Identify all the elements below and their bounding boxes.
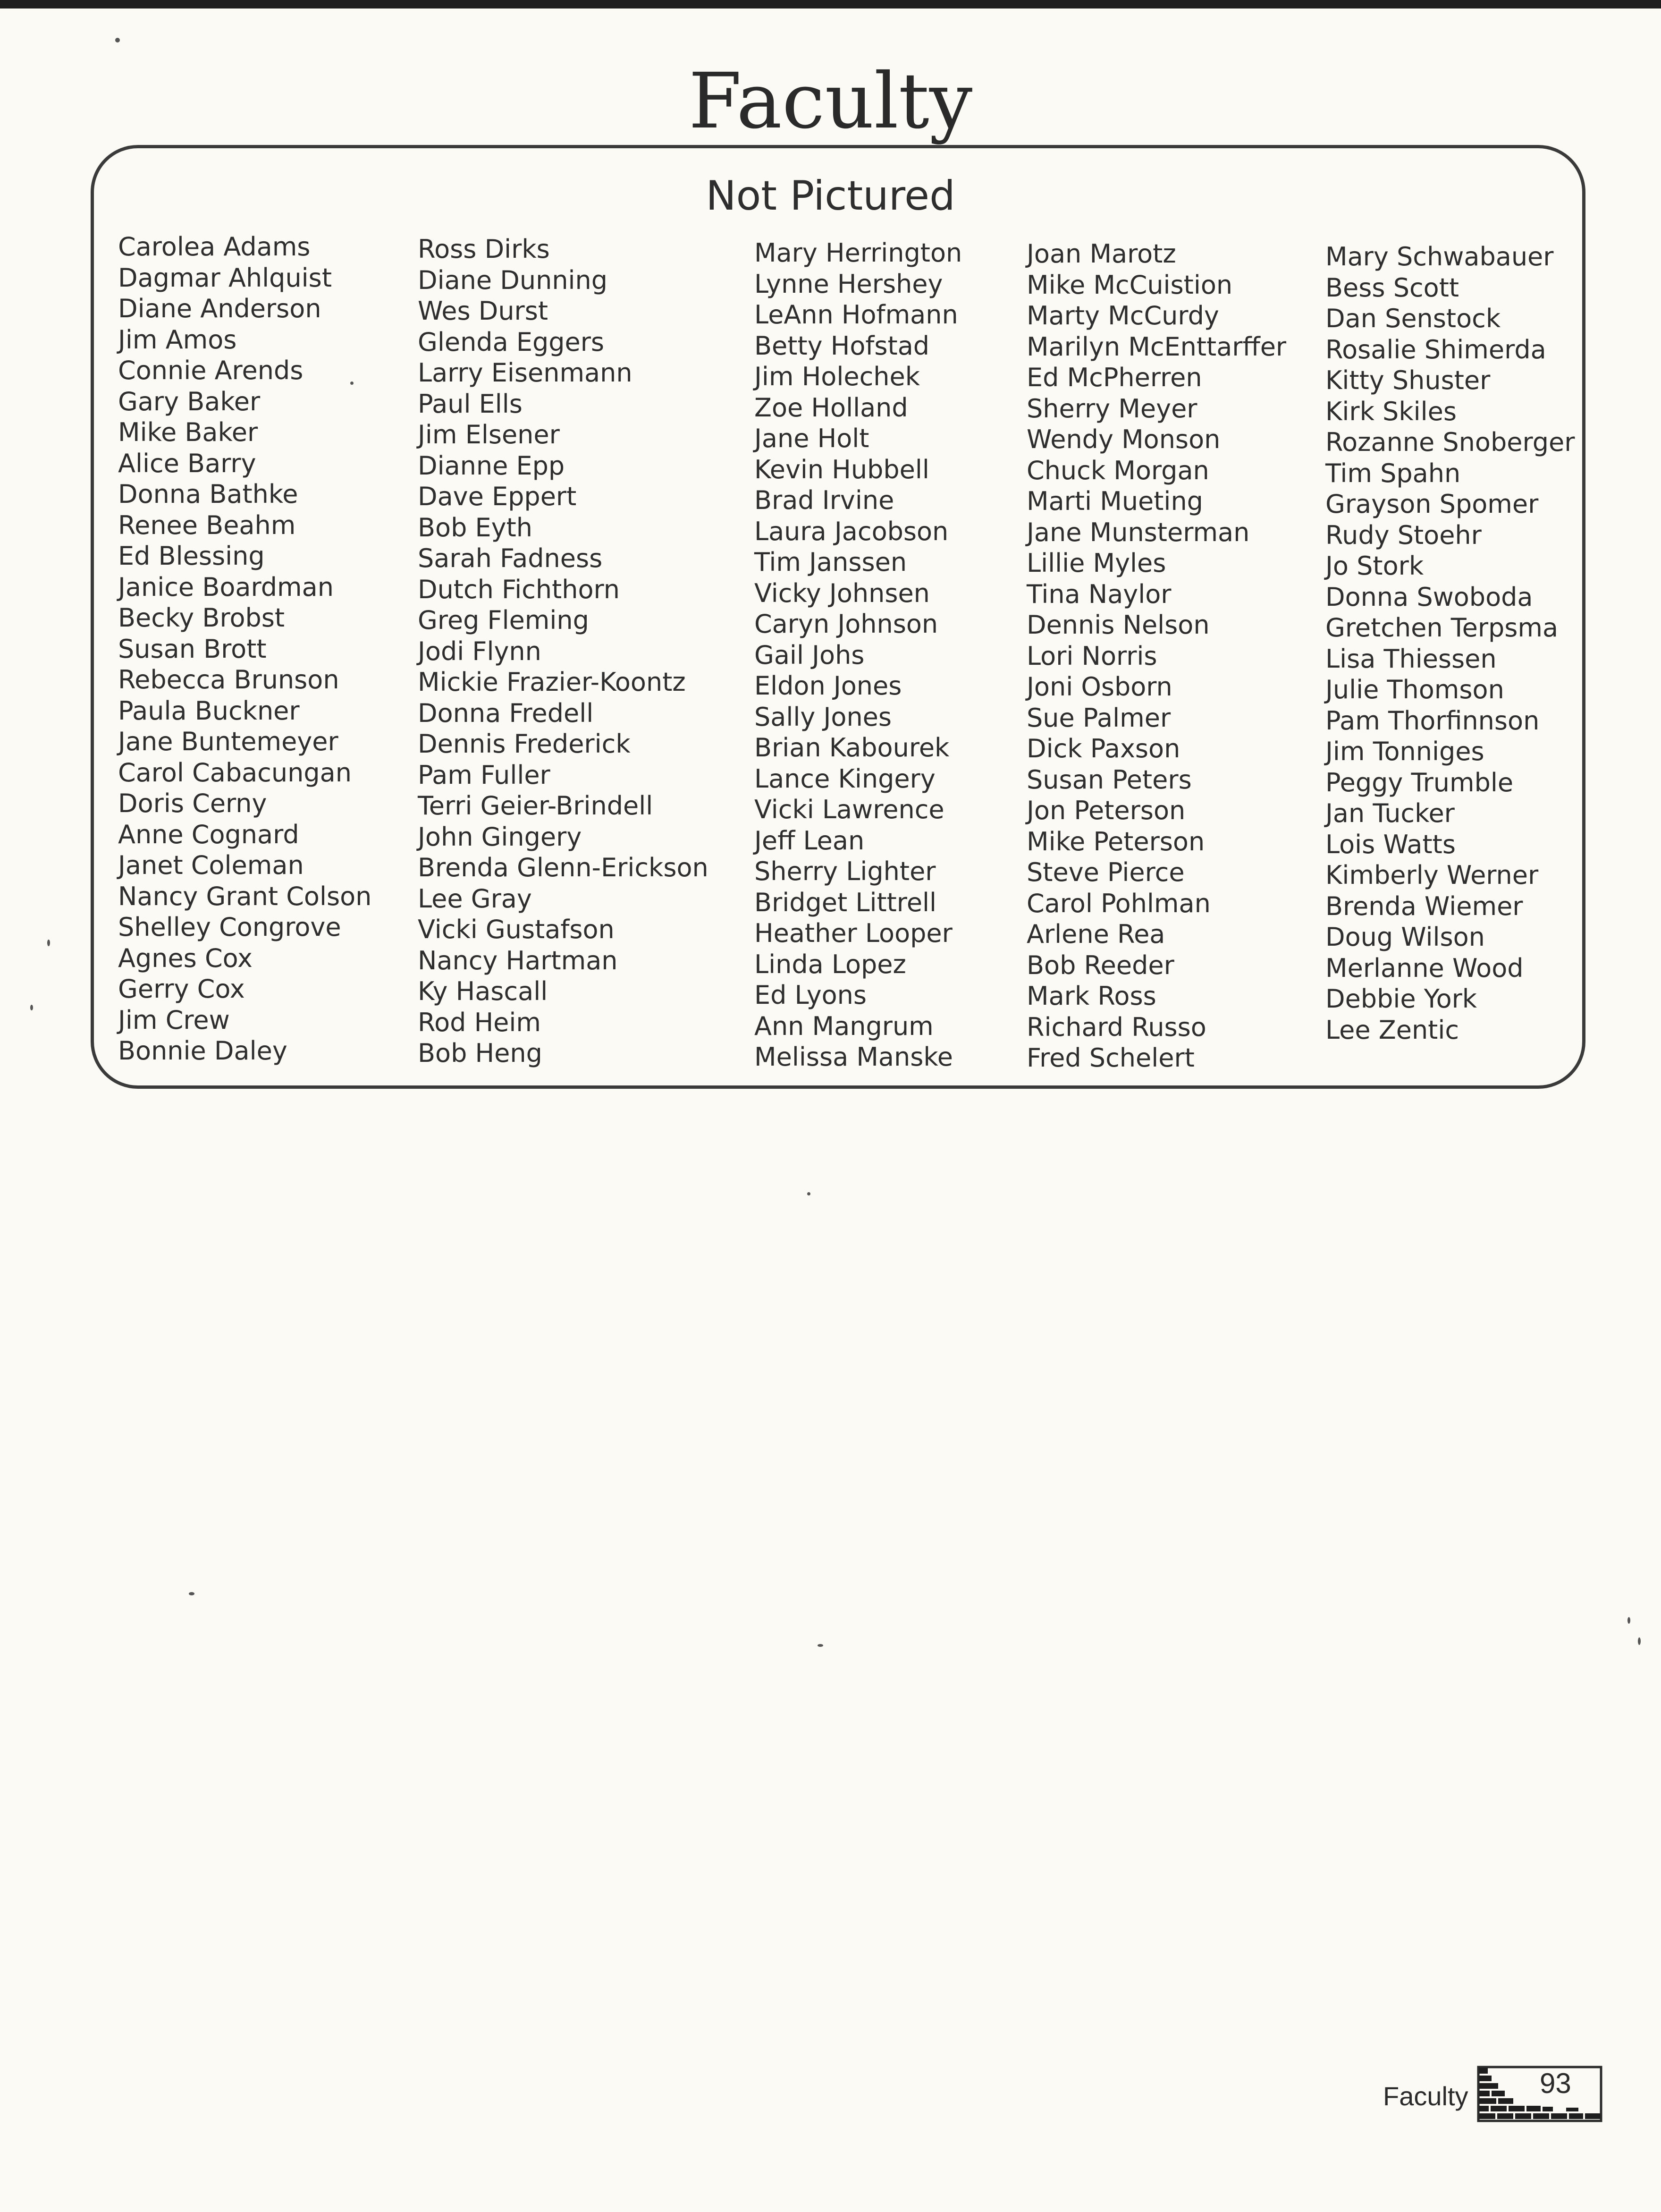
faculty-name: LeAnn Hofmann — [754, 300, 958, 330]
faculty-name: Wendy Monson — [1027, 424, 1221, 454]
faculty-name: Pam Thorfinnson — [1325, 705, 1540, 736]
top-edge-band — [0, 0, 1661, 8]
faculty-name: Gerry Cox — [118, 974, 245, 1004]
faculty-name: Lance Kingery — [754, 763, 936, 794]
faculty-name: Marty McCurdy — [1027, 301, 1219, 331]
paper-speck — [1627, 1617, 1630, 1624]
faculty-name: Donna Swoboda — [1325, 582, 1533, 612]
faculty-name: Kirk Skiles — [1325, 396, 1457, 426]
faculty-name: Shelley Congrove — [118, 912, 341, 942]
faculty-name: Jane Munsterman — [1027, 517, 1250, 547]
faculty-name: Lillie Myles — [1027, 548, 1166, 578]
paper-speck — [47, 940, 50, 946]
faculty-name: Tim Spahn — [1325, 458, 1461, 488]
faculty-name: Lee Zentic — [1325, 1015, 1459, 1045]
faculty-name: Sherry Lighter — [754, 856, 936, 886]
faculty-name: Terri Geier-Brindell — [418, 791, 653, 821]
faculty-name: Chuck Morgan — [1027, 455, 1209, 485]
faculty-name: Heather Looper — [754, 918, 953, 948]
faculty-name: Bob Heng — [418, 1038, 542, 1068]
faculty-name: Brenda Wiemer — [1325, 891, 1523, 921]
faculty-name: Mark Ross — [1027, 981, 1156, 1011]
paper-speck — [350, 381, 354, 385]
faculty-name: Rosalie Shimerda — [1325, 334, 1546, 364]
faculty-name: Melissa Manske — [754, 1042, 953, 1072]
faculty-name: Lee Gray — [418, 883, 532, 914]
faculty-name: Sally Jones — [754, 702, 892, 732]
faculty-name: Ky Hascall — [418, 976, 548, 1006]
faculty-name: Mike Baker — [118, 417, 258, 447]
faculty-name: Eldon Jones — [754, 671, 902, 701]
faculty-name: Nancy Grant Colson — [118, 881, 372, 911]
faculty-name: Fred Schelert — [1027, 1043, 1195, 1073]
faculty-name: Gary Baker — [118, 386, 261, 416]
faculty-name: Brad Irvine — [754, 485, 894, 515]
faculty-name: Joan Marotz — [1027, 239, 1176, 269]
faculty-name: Jeff Lean — [754, 825, 865, 856]
name-column-4 — [1027, 238, 1286, 1074]
faculty-name: Kitty Shuster — [1325, 365, 1491, 395]
faculty-name: Greg Fleming — [418, 605, 589, 635]
faculty-name: Rebecca Brunson — [118, 665, 339, 695]
faculty-name: Jim Elsener — [418, 420, 560, 449]
faculty-name: Bob Reeder — [1027, 950, 1174, 980]
faculty-name: Becky Brobst — [118, 603, 285, 633]
faculty-name: Vicki Gustafson — [418, 915, 615, 944]
faculty-name: Dick Paxson — [1027, 734, 1180, 763]
faculty-name: Bridget Littrell — [754, 887, 937, 917]
faculty-name: Richard Russo — [1027, 1012, 1206, 1042]
faculty-name: Dennis Nelson — [1027, 610, 1210, 640]
faculty-name: Marilyn McEnttarffer — [1027, 331, 1287, 362]
faculty-name: Sarah Fadness — [418, 543, 603, 573]
faculty-name: Jim Holechek — [754, 362, 920, 391]
paper-speck — [818, 1644, 823, 1647]
faculty-name: Rozanne Snoberger — [1325, 427, 1575, 457]
faculty-name: Tina Naylor — [1027, 579, 1172, 609]
faculty-name: Kimberly Werner — [1325, 860, 1539, 890]
faculty-name: Jan Tucker — [1325, 798, 1455, 828]
faculty-name: Susan Brott — [118, 634, 267, 664]
faculty-name: Pam Fuller — [418, 760, 550, 790]
paper-speck — [1638, 1637, 1641, 1645]
footer-section-label: Faculty — [1383, 2081, 1468, 2111]
faculty-name: Diane Anderson — [118, 294, 321, 323]
faculty-name: Dave Eppert — [418, 482, 577, 511]
faculty-name: Carolea Adams — [118, 232, 311, 262]
faculty-name: Paul Ells — [418, 389, 523, 419]
faculty-name: Laura Jacobson — [754, 516, 949, 546]
faculty-name: Vicki Lawrence — [754, 795, 944, 824]
faculty-name: Jodi Flynn — [418, 636, 541, 666]
faculty-name: Marti Mueting — [1027, 486, 1203, 516]
faculty-name: Jon Peterson — [1027, 796, 1186, 825]
faculty-name: Agnes Cox — [118, 943, 253, 973]
faculty-name: Kevin Hubbell — [754, 454, 929, 484]
faculty-name: Julie Thomson — [1325, 675, 1504, 704]
faculty-name: Jane Buntemeyer — [118, 727, 338, 756]
faculty-name: Jim Amos — [118, 324, 237, 355]
paper-speck — [807, 1192, 810, 1195]
faculty-name: Linda Lopez — [754, 949, 906, 979]
faculty-name: Tim Janssen — [754, 547, 907, 577]
faculty-name: Paula Buckner — [118, 695, 300, 726]
faculty-name: Carol Cabacungan — [118, 757, 352, 788]
faculty-name: Arlene Rea — [1027, 919, 1165, 949]
faculty-name: Janice Boardman — [118, 572, 334, 602]
faculty-name: Doug Wilson — [1325, 922, 1485, 952]
faculty-name: Ann Mangrum — [754, 1011, 934, 1041]
name-column-2 — [418, 234, 708, 1069]
faculty-name: Zoe Holland — [754, 392, 908, 423]
faculty-name: Dan Senstock — [1325, 304, 1501, 333]
faculty-name: Lisa Thiessen — [1325, 644, 1497, 674]
faculty-name: Caryn Johnson — [754, 609, 938, 639]
faculty-name: Gail Johs — [754, 640, 865, 670]
faculty-name: Lois Watts — [1325, 829, 1456, 859]
faculty-name: Steve Pierce — [1027, 857, 1185, 887]
faculty-name: Carol Pohlman — [1027, 888, 1211, 918]
faculty-name: Ed Blessing — [118, 541, 265, 571]
faculty-name: Mike McCuistion — [1027, 270, 1233, 300]
faculty-name: Mary Schwabauer — [1325, 242, 1554, 271]
faculty-name: Bonnie Daley — [118, 1036, 287, 1066]
faculty-name: Donna Bathke — [118, 479, 298, 509]
faculty-name: Dianne Epp — [418, 450, 565, 481]
faculty-name: Jo Stork — [1325, 551, 1424, 581]
faculty-name: Bess Scott — [1325, 272, 1459, 303]
faculty-name: Nancy Hartman — [418, 945, 618, 975]
faculty-name: Mary Herrington — [754, 238, 962, 268]
faculty-name: Dennis Frederick — [418, 729, 631, 759]
faculty-name: Donna Fredell — [418, 698, 594, 728]
paper-speck — [189, 1592, 194, 1595]
faculty-name: Brian Kabourek — [754, 733, 950, 763]
faculty-name: Wes Durst — [418, 296, 548, 326]
faculty-name: Mickie Frazier-Koontz — [418, 667, 686, 697]
faculty-name: Alice Barry — [118, 448, 256, 478]
faculty-name: Jane Holt — [754, 424, 869, 453]
faculty-name: Vicky Johnsen — [754, 578, 930, 608]
faculty-name: Betty Hofstad — [754, 331, 930, 361]
name-column-3 — [754, 237, 962, 1073]
faculty-name: Doris Cerny — [118, 788, 267, 818]
faculty-name: Janet Coleman — [118, 850, 304, 880]
paper-speck — [30, 1005, 33, 1010]
faculty-name: Rod Heim — [418, 1007, 541, 1037]
faculty-name: Susan Peters — [1027, 764, 1192, 795]
faculty-name: Diane Dunning — [418, 265, 608, 295]
faculty-name: Ross Dirks — [418, 234, 550, 264]
name-column-5 — [1325, 241, 1575, 1045]
faculty-name: Renee Beahm — [118, 510, 296, 540]
faculty-name: Dagmar Ahlquist — [118, 263, 332, 293]
paper-speck — [115, 38, 120, 42]
faculty-name: Glenda Eggers — [418, 327, 605, 357]
name-column-1 — [118, 231, 371, 1067]
faculty-name: Anne Cognard — [118, 819, 299, 849]
faculty-name: Mike Peterson — [1027, 826, 1205, 856]
faculty-name: Dutch Fichthorn — [418, 574, 620, 604]
faculty-name: Lynne Hershey — [754, 269, 943, 299]
faculty-name: Grayson Spomer — [1325, 489, 1539, 519]
faculty-name: Connie Arends — [118, 356, 304, 385]
faculty-name: Larry Eisenmann — [418, 358, 632, 388]
faculty-name: Merlanne Wood — [1325, 953, 1524, 983]
faculty-name: Ed Lyons — [754, 980, 867, 1010]
faculty-name: Gretchen Terpsma — [1325, 613, 1559, 643]
not-pictured-heading: Not Pictured — [706, 172, 955, 220]
faculty-name: John Gingery — [418, 822, 582, 852]
page-number: 93 — [1540, 2068, 1571, 2099]
faculty-name: Jim Tonniges — [1325, 737, 1484, 766]
faculty-name: Sue Palmer — [1027, 703, 1171, 733]
faculty-name: Joni Osborn — [1027, 672, 1172, 702]
faculty-name: Debbie York — [1325, 984, 1477, 1014]
faculty-name: Rudy Stoehr — [1325, 520, 1482, 550]
faculty-name: Peggy Trumble — [1325, 767, 1514, 797]
faculty-name: Lori Norris — [1027, 641, 1157, 671]
page-title: Faculty — [688, 57, 973, 146]
faculty-name: Jim Crew — [118, 1005, 230, 1035]
faculty-name: Brenda Glenn-Erickson — [418, 853, 708, 882]
faculty-name: Sherry Meyer — [1027, 393, 1197, 424]
faculty-name: Bob Eyth — [418, 512, 532, 542]
faculty-name: Ed McPherren — [1027, 363, 1202, 392]
